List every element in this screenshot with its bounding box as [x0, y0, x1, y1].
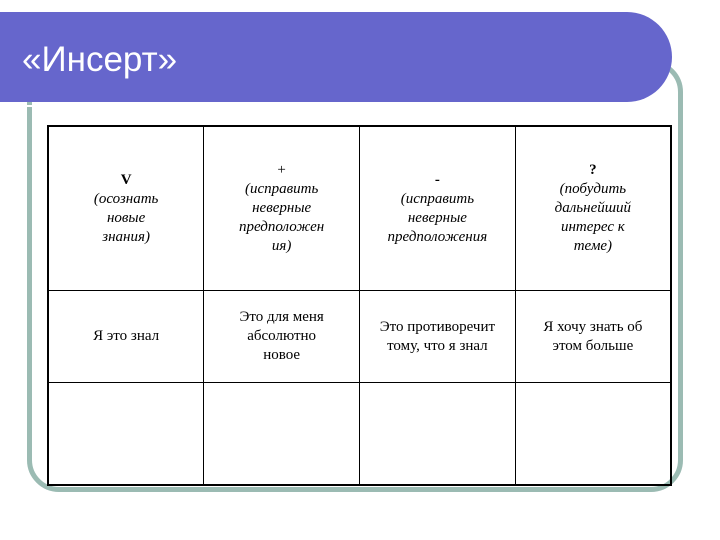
table-row: [48, 291, 671, 383]
cell-text: Я это знал: [93, 328, 160, 344]
table-cell-empty: [515, 383, 671, 486]
column-symbol: +: [277, 162, 286, 178]
table-cell: [48, 291, 204, 383]
header-cell-know: [48, 126, 204, 291]
table-cell-empty: [360, 383, 516, 486]
table-cell-empty: [48, 383, 204, 486]
header-cell-new: [204, 126, 360, 291]
title-bar: [0, 12, 672, 102]
table-cell: [515, 291, 671, 383]
table-cell: [204, 291, 360, 383]
column-description: (исправить неверные предположения: [387, 190, 488, 245]
header-cell-contradicts: [360, 126, 516, 291]
slide-title: «Инсерт»: [22, 40, 178, 79]
column-symbol: V: [120, 171, 132, 188]
column-symbol: -: [434, 171, 440, 188]
column-description: (исправить неверные предположен ия): [239, 181, 325, 254]
table-cell-empty: [204, 383, 360, 486]
column-description: (осознать новые знания): [93, 190, 159, 245]
cell-text: Это противоречит тому, что я знал: [379, 318, 496, 354]
table-cell: [360, 291, 516, 383]
header-row: [48, 126, 671, 291]
column-symbol: ?: [589, 162, 597, 178]
insert-table: [47, 125, 672, 486]
title-underline: [22, 105, 636, 107]
header-cell-question: [515, 126, 671, 291]
table-row: [48, 383, 671, 486]
column-description: (побудить дальнейший интерес к теме): [554, 181, 632, 254]
cell-text: Я хочу знать об этом больше: [543, 318, 643, 354]
cell-text: Это для меня абсолютно новое: [239, 309, 324, 363]
